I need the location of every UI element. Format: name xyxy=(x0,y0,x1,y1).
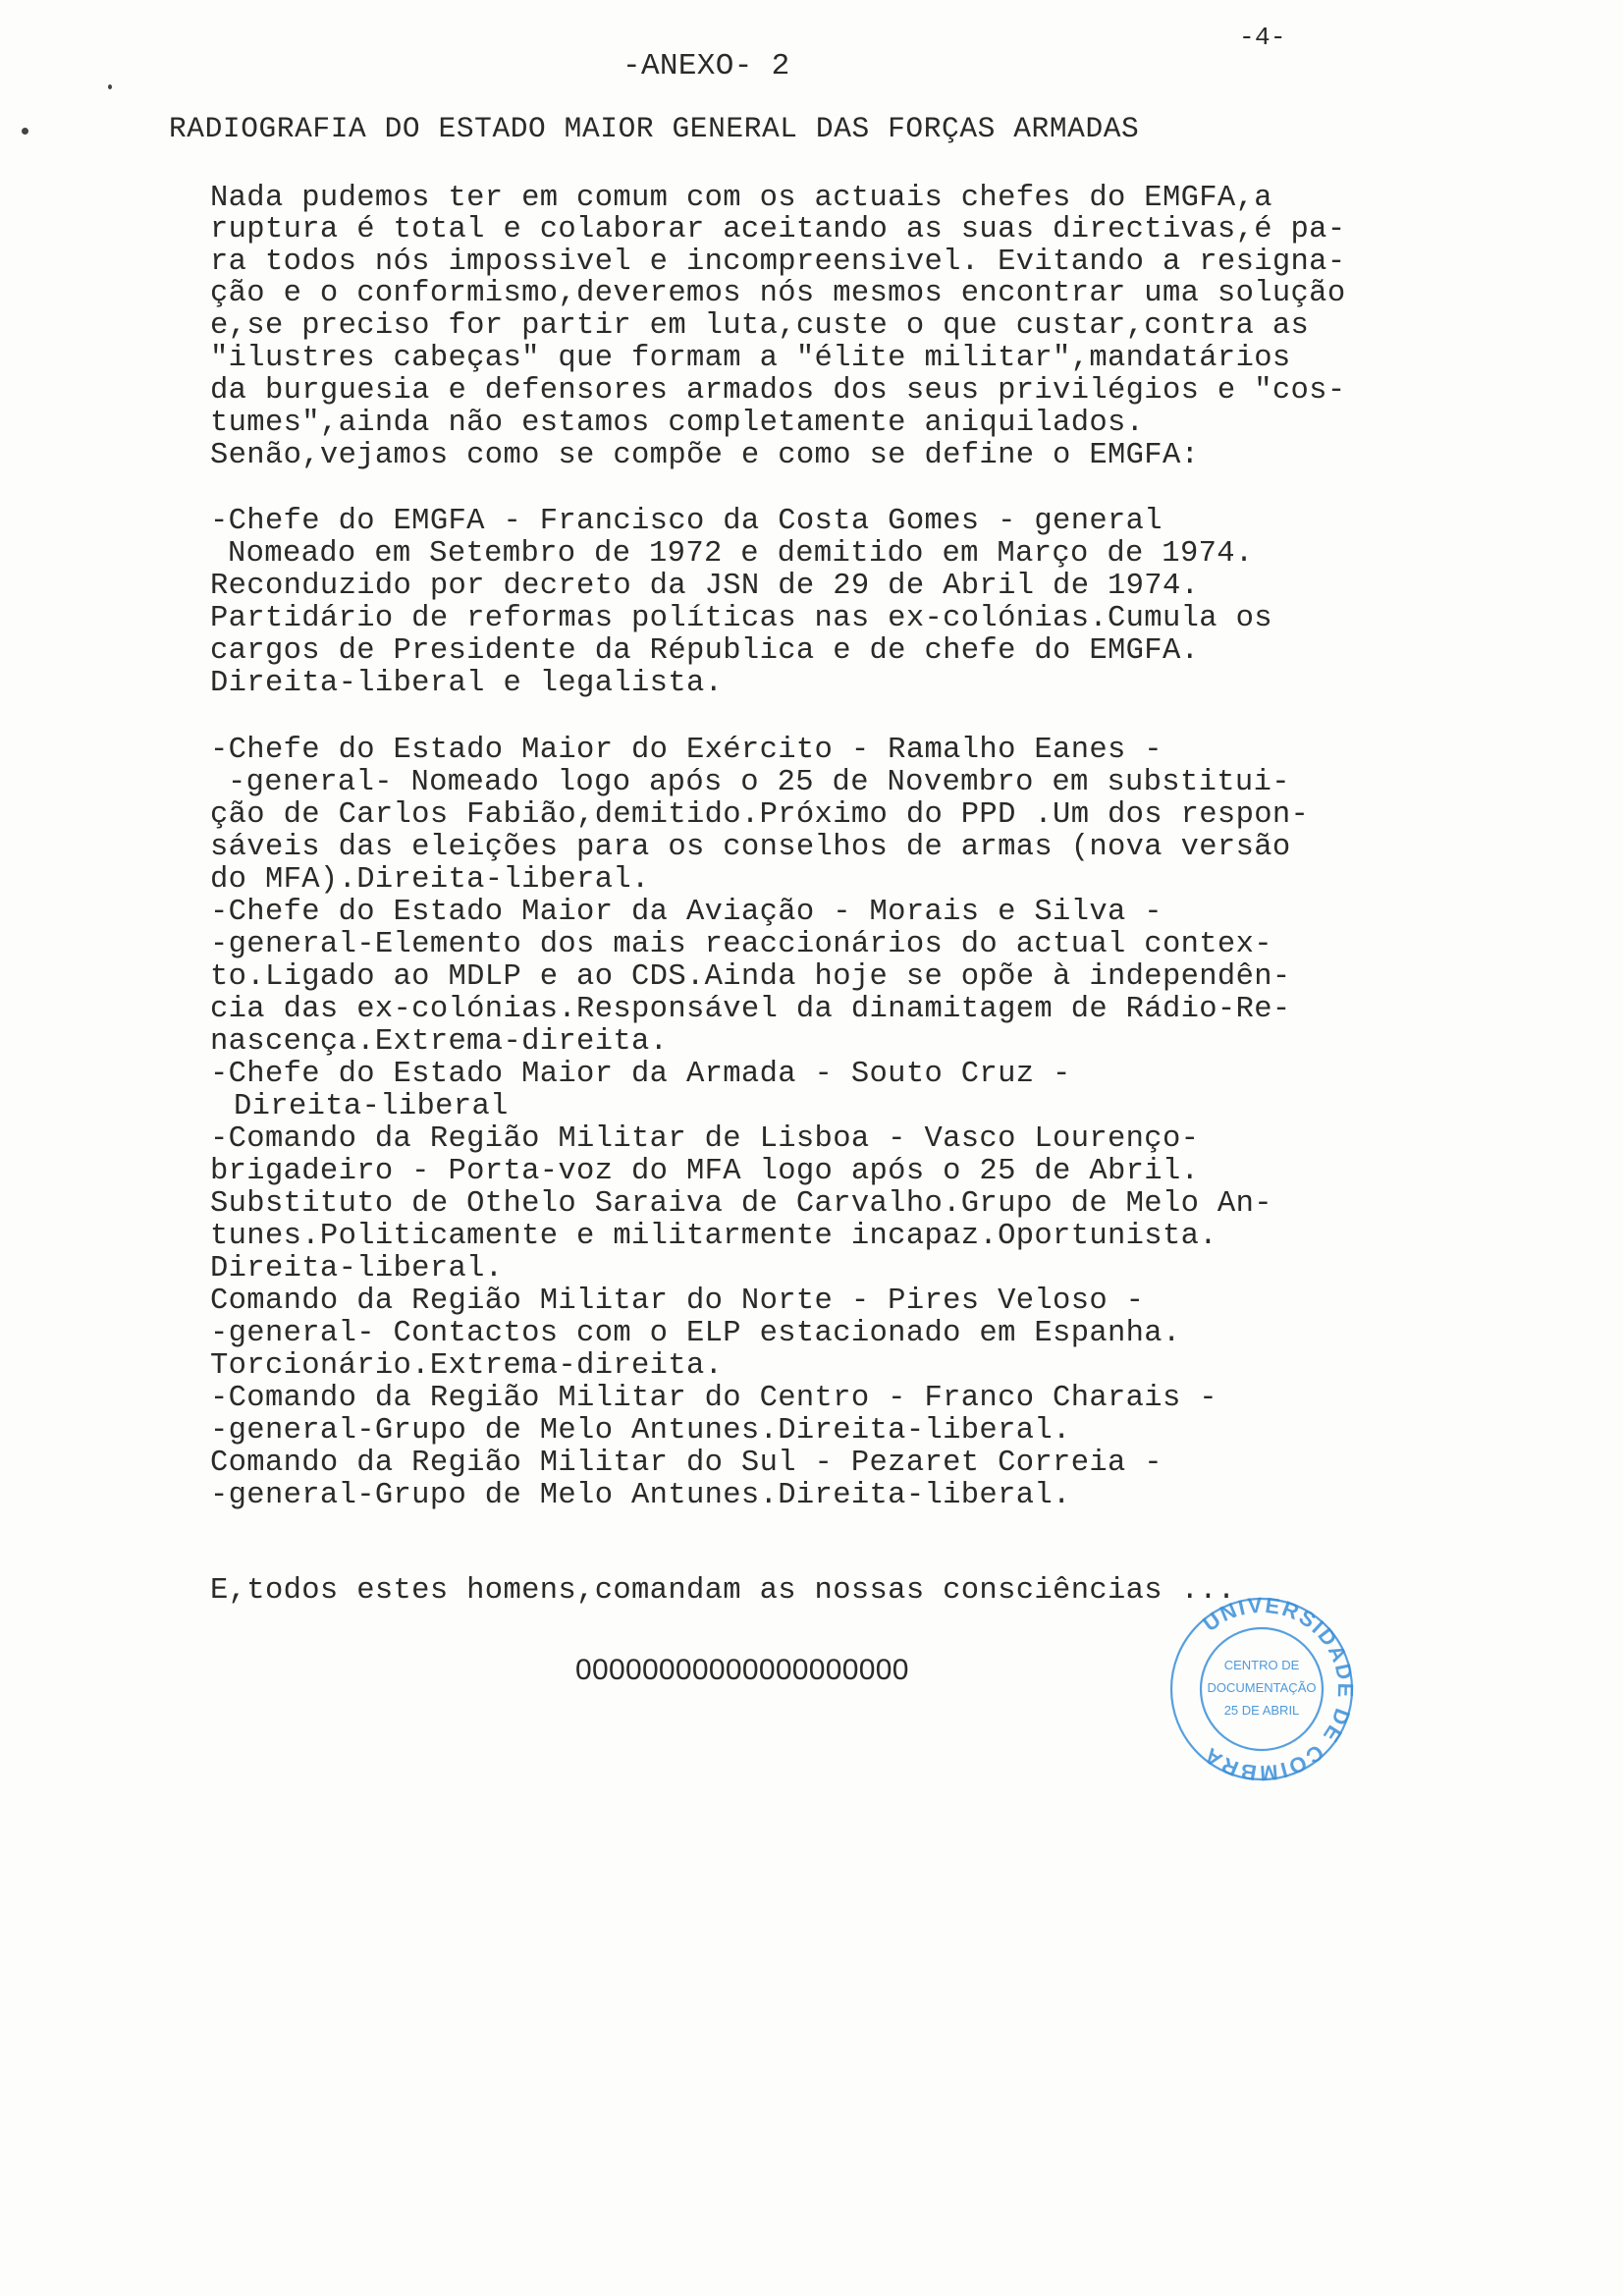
entry-line: Substituto de Othelo Saraiva de Carvalho.Grupo de Melo An- xyxy=(210,1187,1272,1221)
intro-line: "ilustres cabeças" que formam a "élite militar",mandatários xyxy=(210,342,1291,375)
entry-line: to.Ligado ao MDLP e ao CDS.Ainda hoje se opõe à independên- xyxy=(210,960,1291,994)
intro-line: Senão,vejamos como se compõe e como se define o EMGFA: xyxy=(210,439,1200,472)
entry-line: -Chefe do Estado Maior da Aviação - Morais e Silva - xyxy=(210,896,1163,929)
entry-line: -Chefe do Estado Maior do Exército - Ramalho Eanes - xyxy=(210,734,1163,767)
margin-mark xyxy=(108,84,112,89)
entry-line: -Chefe do EMGFA - Francisco da Costa Gomes - general xyxy=(210,505,1163,538)
stamp-center-line: DOCUMENTAÇÃO xyxy=(1207,1680,1317,1695)
intro-line: tumes",ainda não estamos completamente aniquilados. xyxy=(210,407,1145,440)
document-title: RADIOGRAFIA DO ESTADO MAIOR GENERAL DAS FORÇAS ARMADAS xyxy=(169,112,1140,145)
entry-line: cia das ex-colónias.Responsável da dinamitagem de Rádio-Re- xyxy=(210,993,1291,1026)
entry-line: Torcionário.Extrema-direita. xyxy=(210,1349,724,1383)
separator-line: 00000000000000000000 xyxy=(575,1654,909,1686)
entry-line: -general- Nomeado logo após o 25 de Novembro em substitui- xyxy=(228,766,1290,799)
entry-line: -general-Grupo de Melo Antunes.Direita-liberal. xyxy=(210,1479,1071,1512)
entry-line: Direita-liberal xyxy=(234,1090,509,1123)
entry-line: -general-Grupo de Melo Antunes.Direita-liberal. xyxy=(210,1414,1071,1448)
stamp-center-line: 25 DE ABRIL xyxy=(1223,1703,1300,1718)
intro-line: Nada pudemos ter em comum com os actuais chefes do EMGFA,a xyxy=(210,182,1272,215)
entry-line: Reconduzido por decreto da JSN de 29 de Abril de 1974. xyxy=(210,570,1200,603)
entry-line: ção de Carlos Fabião,demitido.Próximo do PPD .Um dos respon- xyxy=(210,798,1310,832)
entry-line: Partidário de reformas políticas nas ex-colónias.Cumula os xyxy=(210,602,1272,635)
university-stamp xyxy=(1163,1591,1360,1787)
entry-line: brigadeiro - Porta-voz do MFA logo após o 25 de Abril. xyxy=(210,1155,1200,1188)
entry-line: -general-Elemento dos mais reaccionários do actual contex- xyxy=(210,928,1272,961)
intro-line: ruptura é total e colaborar aceitando as suas directivas,é pa- xyxy=(210,213,1346,246)
entry-line: Direita-liberal e legalista. xyxy=(210,667,724,700)
stamp-ring-text: UNIVERSIDADE DE COIMBRA xyxy=(1198,1592,1359,1786)
intro-line: e,se preciso for partir em luta,custe o que custar,contra as xyxy=(210,309,1310,343)
stamp-center-line: CENTRO DE xyxy=(1223,1658,1300,1672)
entry-line: do MFA).Direita-liberal. xyxy=(210,863,650,897)
annex-heading: -ANEXO- 2 xyxy=(622,49,790,83)
entry-line: cargos de Presidente da Républica e de chefe do EMGFA. xyxy=(210,634,1200,668)
intro-line: ção e o conformismo,deveremos nós mesmos encontrar uma solução xyxy=(210,277,1346,310)
entry-line: Comando da Região Militar do Sul - Pezaret Correia - xyxy=(210,1447,1163,1480)
entry-line: sáveis das eleições para os conselhos de armas (nova versão xyxy=(210,831,1291,864)
intro-line: ra todos nós impossivel e incompreensivel. Evitando a resigna- xyxy=(210,246,1346,279)
closing-line: E,todos estes homens,comandam as nossas consciências ... xyxy=(210,1574,1236,1608)
page-number: -4- xyxy=(1239,23,1286,52)
entry-line: -general- Contactos com o ELP estacionado em Espanha. xyxy=(210,1317,1181,1350)
intro-line: da burguesia e defensores armados dos seus privilégios e "cos- xyxy=(210,374,1346,408)
entry-line: -Comando da Região Militar de Lisboa - Vasco Lourenço- xyxy=(210,1122,1200,1156)
entry-line: Direita-liberal. xyxy=(210,1252,504,1285)
entry-line: -Comando da Região Militar do Centro - Franco Charais - xyxy=(210,1382,1217,1415)
entry-line: nascença.Extrema-direita. xyxy=(210,1025,669,1059)
entry-line: Nomeado em Setembro de 1972 e demitido em Março de 1974. xyxy=(228,537,1254,571)
entry-line: Comando da Região Militar do Norte - Pires Veloso - xyxy=(210,1285,1145,1318)
entry-line: -Chefe do Estado Maior da Armada - Souto Cruz - xyxy=(210,1058,1071,1091)
margin-mark xyxy=(22,128,28,135)
entry-line: tunes.Politicamente e militarmente incapaz.Oportunista. xyxy=(210,1220,1217,1253)
